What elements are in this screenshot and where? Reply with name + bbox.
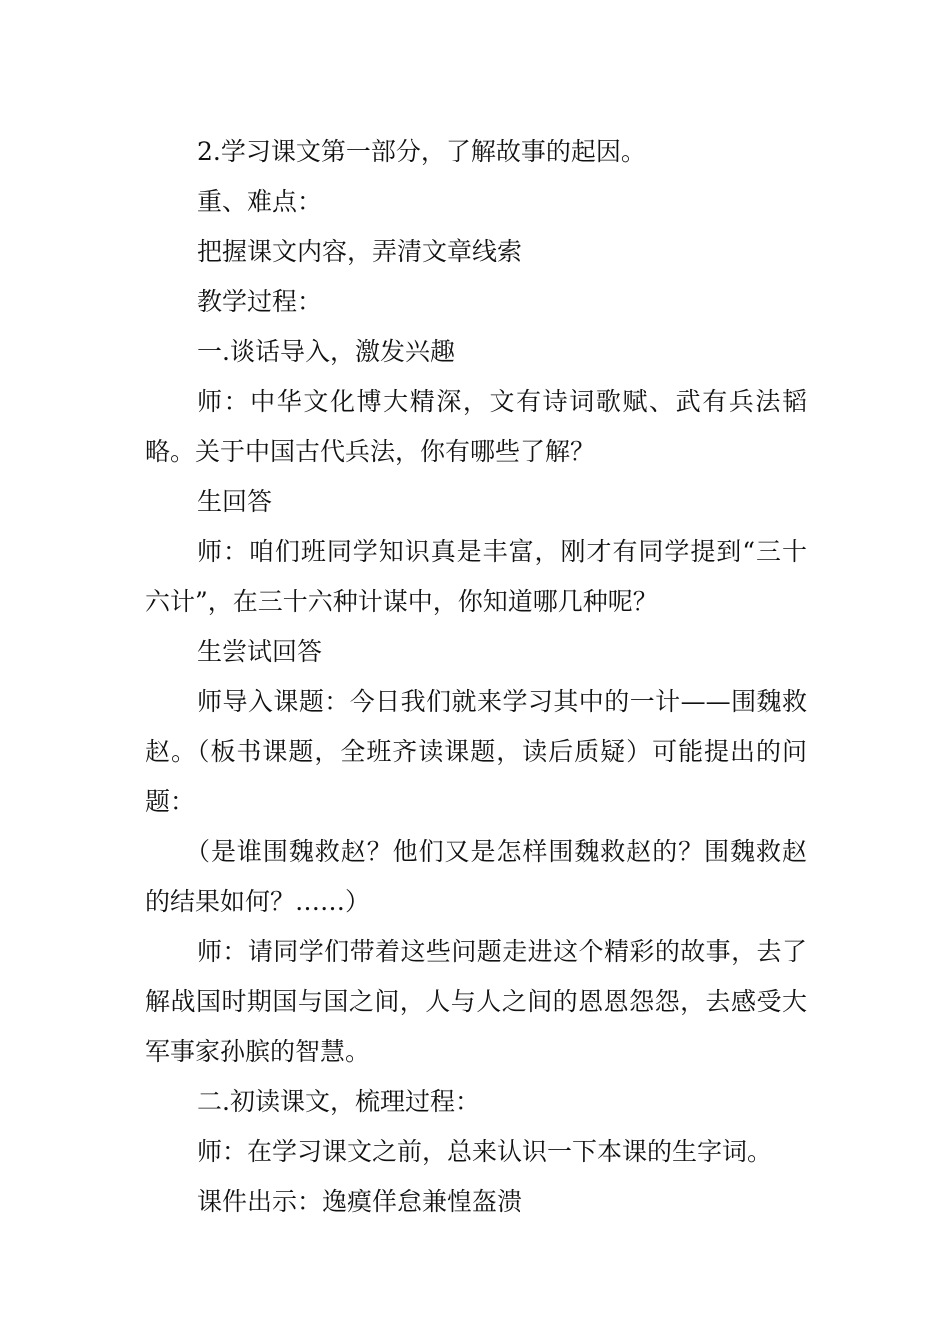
teacher-paragraph: 师：咱们班同学知识真是丰富，刚才有同学提到“三十六计”，在三十六种计谋中，你知道哪几种呢？ [145, 537, 807, 616]
key-points-heading: 重、难点： [197, 187, 323, 216]
key-points-text: 把握课文内容，弄清文章线索 [197, 237, 523, 266]
courseware-vocabulary: 课件出示：逸瘼佯怠兼惶盔溃 [197, 1187, 523, 1216]
teacher-paragraph: 师：在学习课文之前，总来认识一下本课的生字词。 [197, 1137, 773, 1166]
document-body [145, 127, 807, 1227]
section-1-heading: 一.谈话导入，激发兴趣 [197, 337, 455, 366]
teaching-process-heading: 教学过程： [197, 287, 323, 316]
teacher-paragraph: 师：中华文化博大精深，文有诗词歌赋、武有兵法韬略。关于中国古代兵法，你有哪些了解？ [145, 387, 807, 466]
student-response: 生回答 [197, 487, 273, 516]
student-response: 生尝试回答 [197, 637, 323, 666]
possible-questions: （是谁围魏救赵？他们又是怎样围魏救赵的？围魏救赵的结果如何？……） [145, 837, 807, 916]
objective-2: 2.学习课文第一部分，了解故事的起因。 [197, 137, 646, 166]
teacher-paragraph: 师：请同学们带着这些问题走进这个精彩的故事，去了解战国时期国与国之间，人与人之间的恩恩怨怨，去感受大军事家孙膑的智慧。 [145, 937, 807, 1066]
section-2-heading: 二.初读课文，梳理过程： [197, 1087, 480, 1116]
teacher-paragraph: 师导入课题：今日我们就来学习其中的一计——围魏救赵。（板书课题，全班齐读课题，读后质疑）可能提出的问题： [145, 687, 807, 816]
